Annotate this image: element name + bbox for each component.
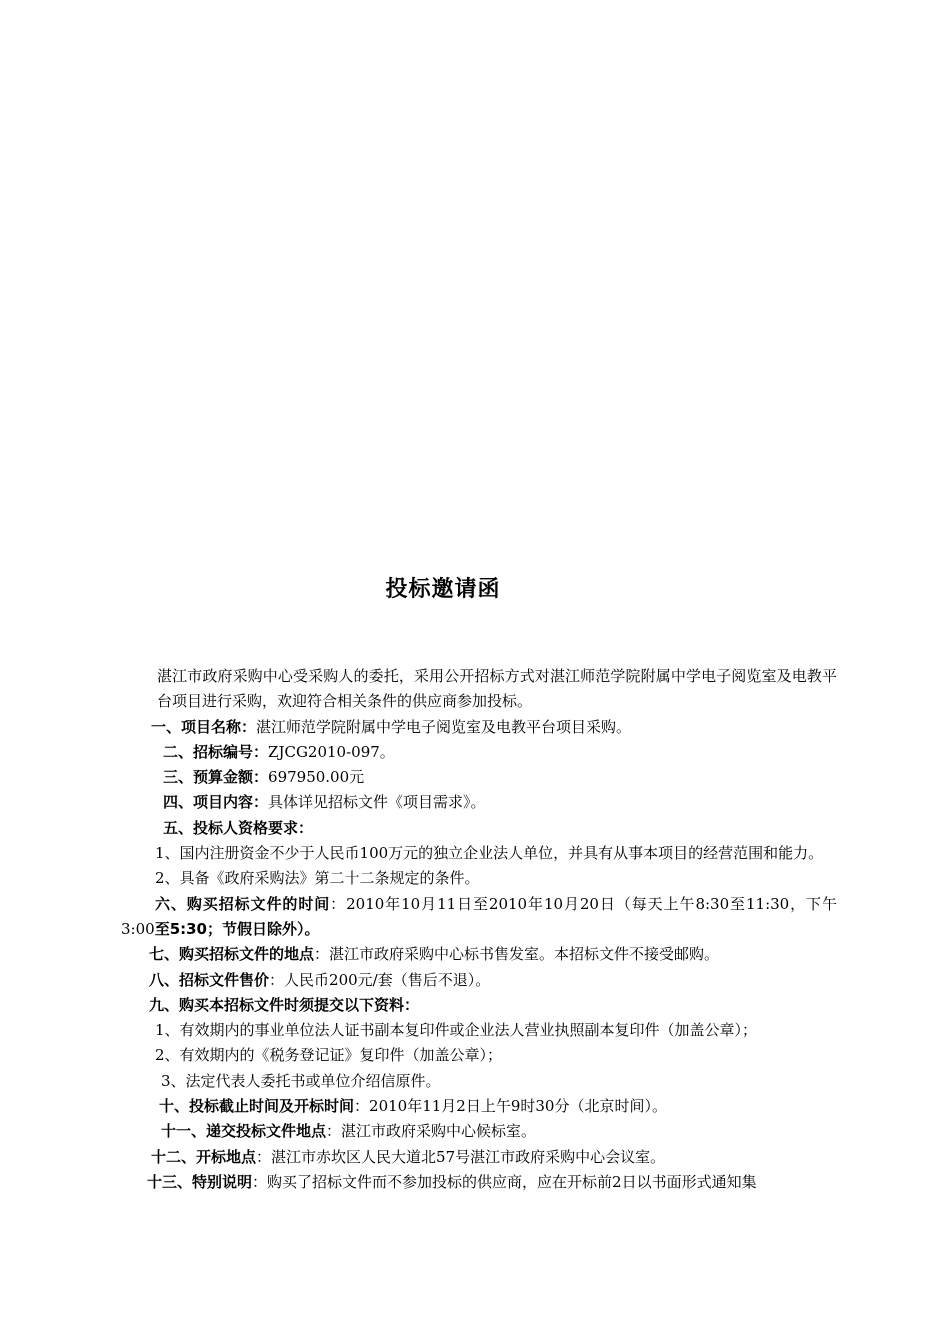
item-budget	[121, 765, 837, 790]
item-separator: ：	[269, 970, 285, 989]
item-label: 八、招标文件售价	[149, 970, 270, 989]
required-doc-1: 1、有效期内的事业单位法人证书副本复印件或企业法人营业执照副本复印件（加盖公章）；	[155, 1021, 758, 1040]
item-submission-location	[121, 1119, 837, 1144]
required-doc-3: 3、法定代表人委托书或单位介绍信原件。	[161, 1071, 441, 1090]
item-tender-number	[121, 740, 837, 765]
item-label: 十三、特别说明	[147, 1172, 253, 1191]
item-value: 湛江市赤坎区人民大道北57号湛江市政府采购中心会议室。	[271, 1147, 666, 1166]
item-qualification	[121, 816, 837, 841]
qualification-req-1: 1、国内注册资金不少于人民币100万元的独立企业法人单位，并具有从事本项目的经营范围和能力。	[155, 844, 824, 863]
item-label: 三、预算金额	[163, 768, 254, 787]
item-label: 十、投标截止时间及开标时间	[159, 1097, 355, 1116]
item-label: 五、投标人资格要求：	[163, 818, 314, 837]
item-special-note	[121, 1170, 837, 1195]
qualification-req-2: 2、具备《政府采购法》第二十二条规定的条件。	[155, 869, 480, 888]
item-separator: ：	[253, 742, 269, 761]
item-separator: ：	[326, 1122, 342, 1141]
item-value: 湛江市政府采购中心候标室。	[341, 1122, 537, 1141]
item-value: 湛江师范学院附属中学电子阅览室及电教平台项目采购。	[256, 717, 632, 736]
item-label: 十一、递交投标文件地点	[161, 1122, 327, 1141]
item-label: 十二、开标地点	[151, 1147, 257, 1166]
item-value: ZJCG2010-097。	[268, 742, 395, 761]
item-separator: ：	[253, 793, 269, 812]
required-doc-2: 2、有效期内的《税务登记证》复印件（加盖公章）；	[155, 1046, 503, 1065]
item-label: 一、项目名称	[151, 717, 242, 736]
item-separator: ：	[330, 894, 347, 913]
item-value: 人民币200元/套（售后不退）。	[284, 970, 491, 989]
item-label: 七、购买招标文件的地点	[149, 945, 315, 964]
item-label: 九、购买本招标文件时须提交以下资料：	[149, 995, 420, 1014]
item-value: 2010年10月11日至2010年10月20日（每天上午8:30至11:30，下午3:00	[121, 894, 837, 938]
item-value: 购买了招标文件而不参加投标的供应商，应在开标前2日以书面形式通知集	[267, 1172, 757, 1191]
document-title: 投标邀请函	[385, 577, 501, 602]
item-purchase-location	[121, 942, 837, 967]
item-value-bold-tail: 至5:30；节假日除外）。	[154, 919, 320, 938]
item-separator: ：	[256, 1147, 272, 1166]
item-value: 697950.00元	[268, 768, 365, 787]
item-separator: ：	[354, 1097, 370, 1116]
item-opening-location	[121, 1145, 837, 1170]
item-separator: ：	[253, 768, 269, 787]
item-label: 六、购买招标文件的时间	[155, 894, 331, 913]
item-purchase-time	[121, 892, 837, 943]
item-separator: ：	[252, 1172, 268, 1191]
item-required-docs	[121, 993, 837, 1018]
item-value: 具体详见招标文件《项目需求》。	[268, 793, 486, 812]
document-body	[121, 664, 837, 1195]
item-value: 湛江市政府采购中心标书售发室。本招标文件不接受邮购。	[329, 945, 720, 964]
item-separator: ：	[241, 717, 257, 736]
item-project-name	[121, 715, 837, 740]
item-price	[121, 968, 837, 993]
item-value: 2010年11月2日上午9时30分（北京时间）。	[369, 1097, 667, 1116]
item-separator: ：	[314, 945, 330, 964]
item-label: 二、招标编号	[163, 742, 254, 761]
item-label: 四、项目内容	[163, 793, 254, 812]
item-project-content	[121, 790, 837, 815]
intro-paragraph: 湛江市政府采购中心受采购人的委托，采用公开招标方式对湛江师范学院附属中学电子阅览室及电教平台项目进行采购，欢迎符合相关条件的供应商参加投标。	[157, 667, 837, 711]
item-deadline	[121, 1094, 837, 1119]
